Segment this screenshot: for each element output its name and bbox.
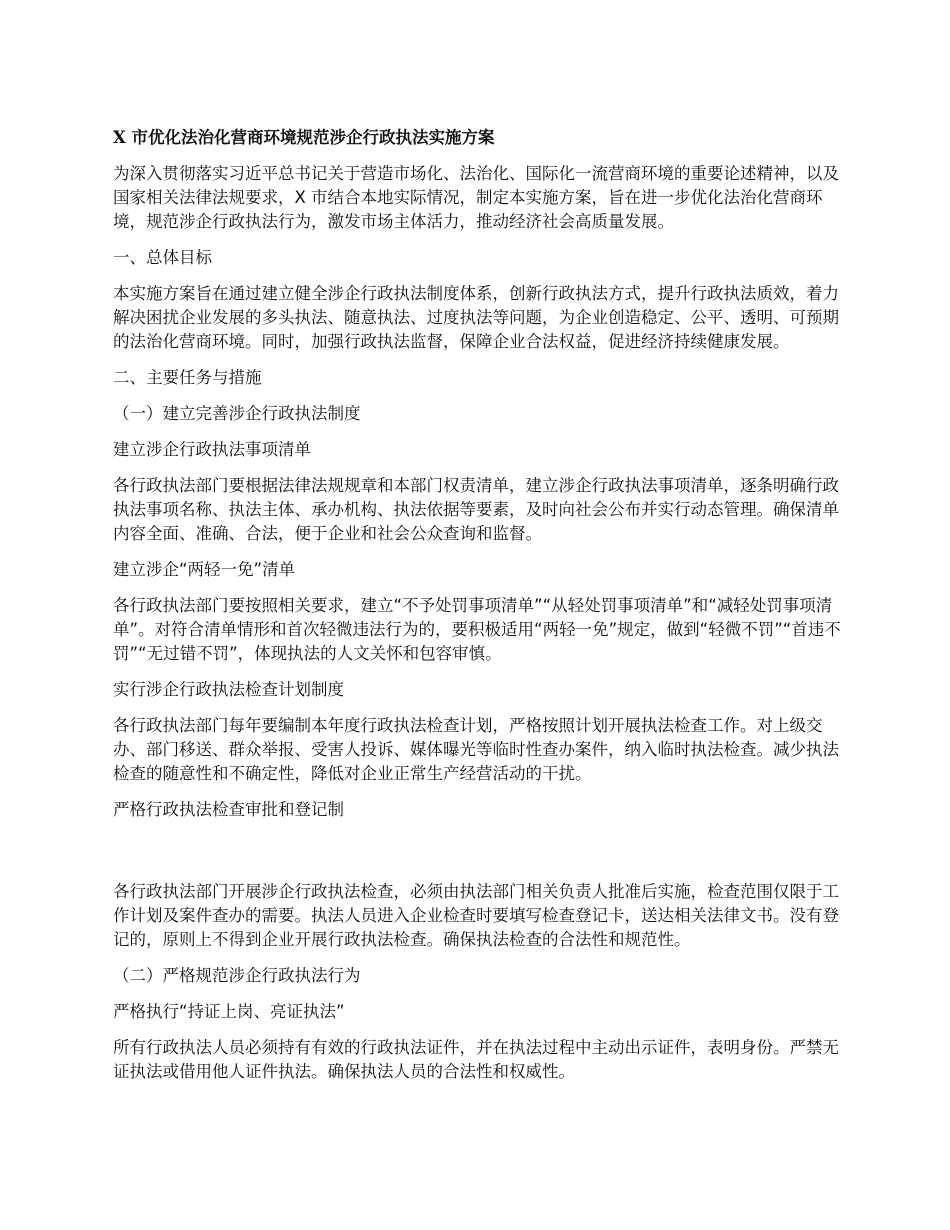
section-heading-main-tasks: 二、主要任务与措施 [113,368,262,387]
item-heading-certified-enforcement: 严格执行“持证上岗、亮证执法” [113,1002,345,1021]
document-page [113,126,841,1096]
item-heading-inspection-plan: 实行涉企行政执法检查计划制度 [113,680,344,699]
intro-paragraph: 为深入贯彻落实习近平总书记关于营造市场化、法治化、国际化一流营商环境的重要论述精神，以及国家相关法律法规要求，X 市结合本地实际情况，制定本实施方案，旨在进一步优化法治化营商环境，规范涉企行政执法行为，激发市场主体活力，推动经济社会高质量发展。 [113,164,839,231]
approval-registration-paragraph: 各行政执法部门开展涉企行政执法检查，必须由执法部门相关负责人批准后实施，检查范围仅限于工作计划及案件查办的需要。执法人员进入企业检查时要填写检查登记卡，送达相关法律文书。没有登记的，原则上不得到企业开展行政执法检查。确保执法检查的合法性和规范性。 [113,882,839,949]
section-heading-overall-goals: 一、总体目标 [113,248,212,267]
two-light-one-exempt-paragraph: 各行政执法部门要按照相关要求，建立“不予处罚事项清单”“从轻处罚事项清单”和“减轻处罚事项清单”。对符合清单情形和首次轻微违法行为的，要积极适用“两轻一免”规定，做到“轻微不罚”“首违不罚”“无过错不罚”，体现执法的人文关怀和包容审慎。 [113,596,841,663]
item-heading-two-light-one-exempt: 建立涉企“两轻一免”清单 [113,560,296,579]
subsection-heading-2: （二）严格规范涉企行政执法行为 [113,966,361,985]
inspection-plan-paragraph: 各行政执法部门每年要编制本年度行政执法检查计划，严格按照计划开展执法检查工作。对上级交办、部门移送、群众举报、受害人投诉、媒体曝光等临时性查办案件，纳入临时执法检查。减少执法检查的随意性和不确定性，降低对企业正常生产经营活动的干扰。 [113,716,839,783]
certified-enforcement-paragraph: 所有行政执法人员必须持有有效的行政执法证件，并在执法过程中主动出示证件，表明身份。严禁无证执法或借用他人证件执法。确保执法人员的合法性和权威性。 [113,1038,839,1081]
document-title: X 市优化法治化营商环境规范涉企行政执法实施方案 [113,128,495,147]
subsection-heading-1: （一）建立完善涉企行政执法制度 [113,404,361,423]
checklist-paragraph: 各行政执法部门要根据法律法规规章和本部门权责清单，建立涉企行政执法事项清单，逐条明确行政执法事项名称、执法主体、承办机构、执法依据等要素，及时向社会公布并实行动态管理。确保清单内容全面、准确、合法，便于企业和社会公众查询和监督。 [113,476,839,543]
goals-paragraph: 本实施方案旨在通过建立健全涉企行政执法制度体系，创新行政执法方式，提升行政执法质效，着力解决困扰企业发展的多头执法、随意执法、过度执法等问题，为企业创造稳定、公平、透明、可预期的法治化营商环境。同时，加强行政执法监督，保障企业合法权益，促进经济持续健康发展。 [113,284,839,351]
item-heading-checklist: 建立涉企行政执法事项清单 [113,440,311,459]
item-heading-approval-registration: 严格行政执法检查审批和登记制 [113,800,344,819]
